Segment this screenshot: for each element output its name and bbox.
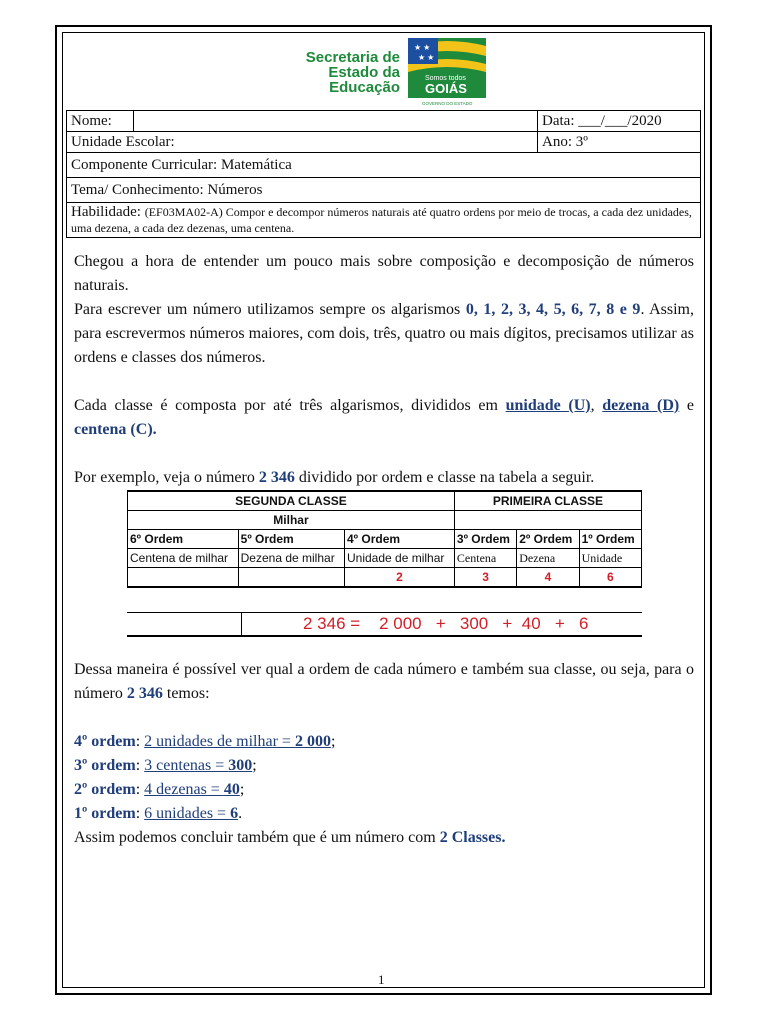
valor-cell [128, 568, 239, 588]
paragraph-dessa-maneira: Dessa maneira é possível ver qual a ordem de cada número e também sua classe, ou seja, para o número 2 346 temos: [74, 661, 694, 702]
paragraph-intro: Chegou a hora de entender um pouco mais sobre composição e decomposição de números naturais. [74, 253, 694, 294]
milhar-header: Milhar [128, 511, 455, 530]
ordem-cell: 3º Ordem [454, 530, 516, 549]
sum-row [127, 612, 642, 637]
student-info-table [66, 110, 701, 238]
paragraph-conclusao: Assim podemos concluir também que é um número com 2 Classes. [74, 829, 506, 846]
valor-cell: 4 [517, 568, 579, 588]
ordem-cell: 2º Ordem [517, 530, 579, 549]
paragraph-classes: Cada classe é composta por até três algarismos, divididos em unidade (U), dezena (D) e centena (C). [74, 397, 695, 438]
svg-text:GOIÁS: GOIÁS [425, 81, 467, 96]
list-item-4-ordem: 4º ordem: 2 unidades de milhar = 2 000; [74, 733, 336, 750]
list-item-1-ordem: 1º ordem: 6 unidades = 6. [74, 805, 243, 822]
header-logo-area [66, 36, 701, 110]
valor-cell [238, 568, 344, 588]
segunda-classe-header: SEGUNDA CLASSE [128, 491, 455, 511]
nome-ordem-cell: Unidade de milhar [344, 549, 454, 568]
habilidade [67, 203, 701, 238]
nome-ordem-cell: Dezena de milhar [238, 549, 344, 568]
ordem-cell: 5º Ordem [238, 530, 344, 549]
data-field[interactable]: Data: ___/___/2020 [538, 111, 701, 132]
sum-decomposition: 2 346 = 2 000 + 300 + 40 + 6 [303, 614, 589, 633]
unidade-escolar-field[interactable] [67, 132, 538, 153]
paragraph-exemplo: Por exemplo, veja o número 2 346 dividido por ordem e classe na tabela a seguir. [74, 469, 595, 486]
empty-header-cell [454, 511, 641, 530]
ordem-cell: 4º Ordem [344, 530, 454, 549]
svg-text:★ ★: ★ ★ [418, 53, 435, 62]
svg-text:GOVERNO DO ESTADO: GOVERNO DO ESTADO [422, 101, 473, 106]
svg-text:Somos todos: Somos todos [425, 75, 466, 82]
ano-field: Ano: 3º [538, 132, 701, 153]
nome-ordem-cell: Centena [454, 549, 516, 568]
page-number: 1 [378, 972, 385, 987]
habilidade-text: (EF03MA02-A) Compor e decompor números naturais até quatro ordens por meio de trocas, a cada dez unidades, uma dezena, a cada dez dezenas, uma centena. [71, 205, 692, 235]
svg-text:★ ★: ★ ★ [414, 43, 431, 52]
list-item-3-ordem: 3º ordem: 3 centenas = 300; [74, 757, 257, 774]
componente-curricular: Componente Curricular: Matemática [67, 153, 701, 178]
valor-cell: 6 [579, 568, 641, 588]
sum-row-empty-cell [127, 613, 242, 635]
nome-label: Nome: [67, 111, 134, 132]
ordem-cell: 1º Ordem [579, 530, 641, 549]
nome-field[interactable] [134, 111, 538, 132]
nome-ordem-cell: Unidade [579, 549, 641, 568]
paragraph-algarismos: Para escrever um número utilizamos sempre os algarismos 0, 1, 2, 3, 4, 5, 6, 7, 8 e 9. Assim, para escrevermos números maiores, com dois, três, quatro ou mais dígitos, precisamos utilizar as ordens e classes dos números. [74, 301, 695, 366]
habilidade-label: Habilidade: [71, 204, 141, 220]
nome-ordem-cell: Centena de milhar [128, 549, 239, 568]
tema-conhecimento: Tema/ Conhecimento: Números [67, 178, 701, 203]
ordem-cell: 6º Ordem [128, 530, 239, 549]
secretaria-logo-text: Secretaria de Estado da Educação [305, 49, 400, 96]
goias-flag-icon [408, 38, 486, 108]
ordens-classes-table [127, 490, 642, 588]
unidade-label: Unidade Escolar: [71, 133, 175, 150]
nome-ordem-cell: Dezena [517, 549, 579, 568]
list-item-2-ordem: 2º ordem: 4 dezenas = 40; [74, 781, 245, 798]
valor-cell: 2 [344, 568, 454, 588]
primeira-classe-header: PRIMEIRA CLASSE [454, 491, 641, 511]
valor-cell: 3 [454, 568, 516, 588]
